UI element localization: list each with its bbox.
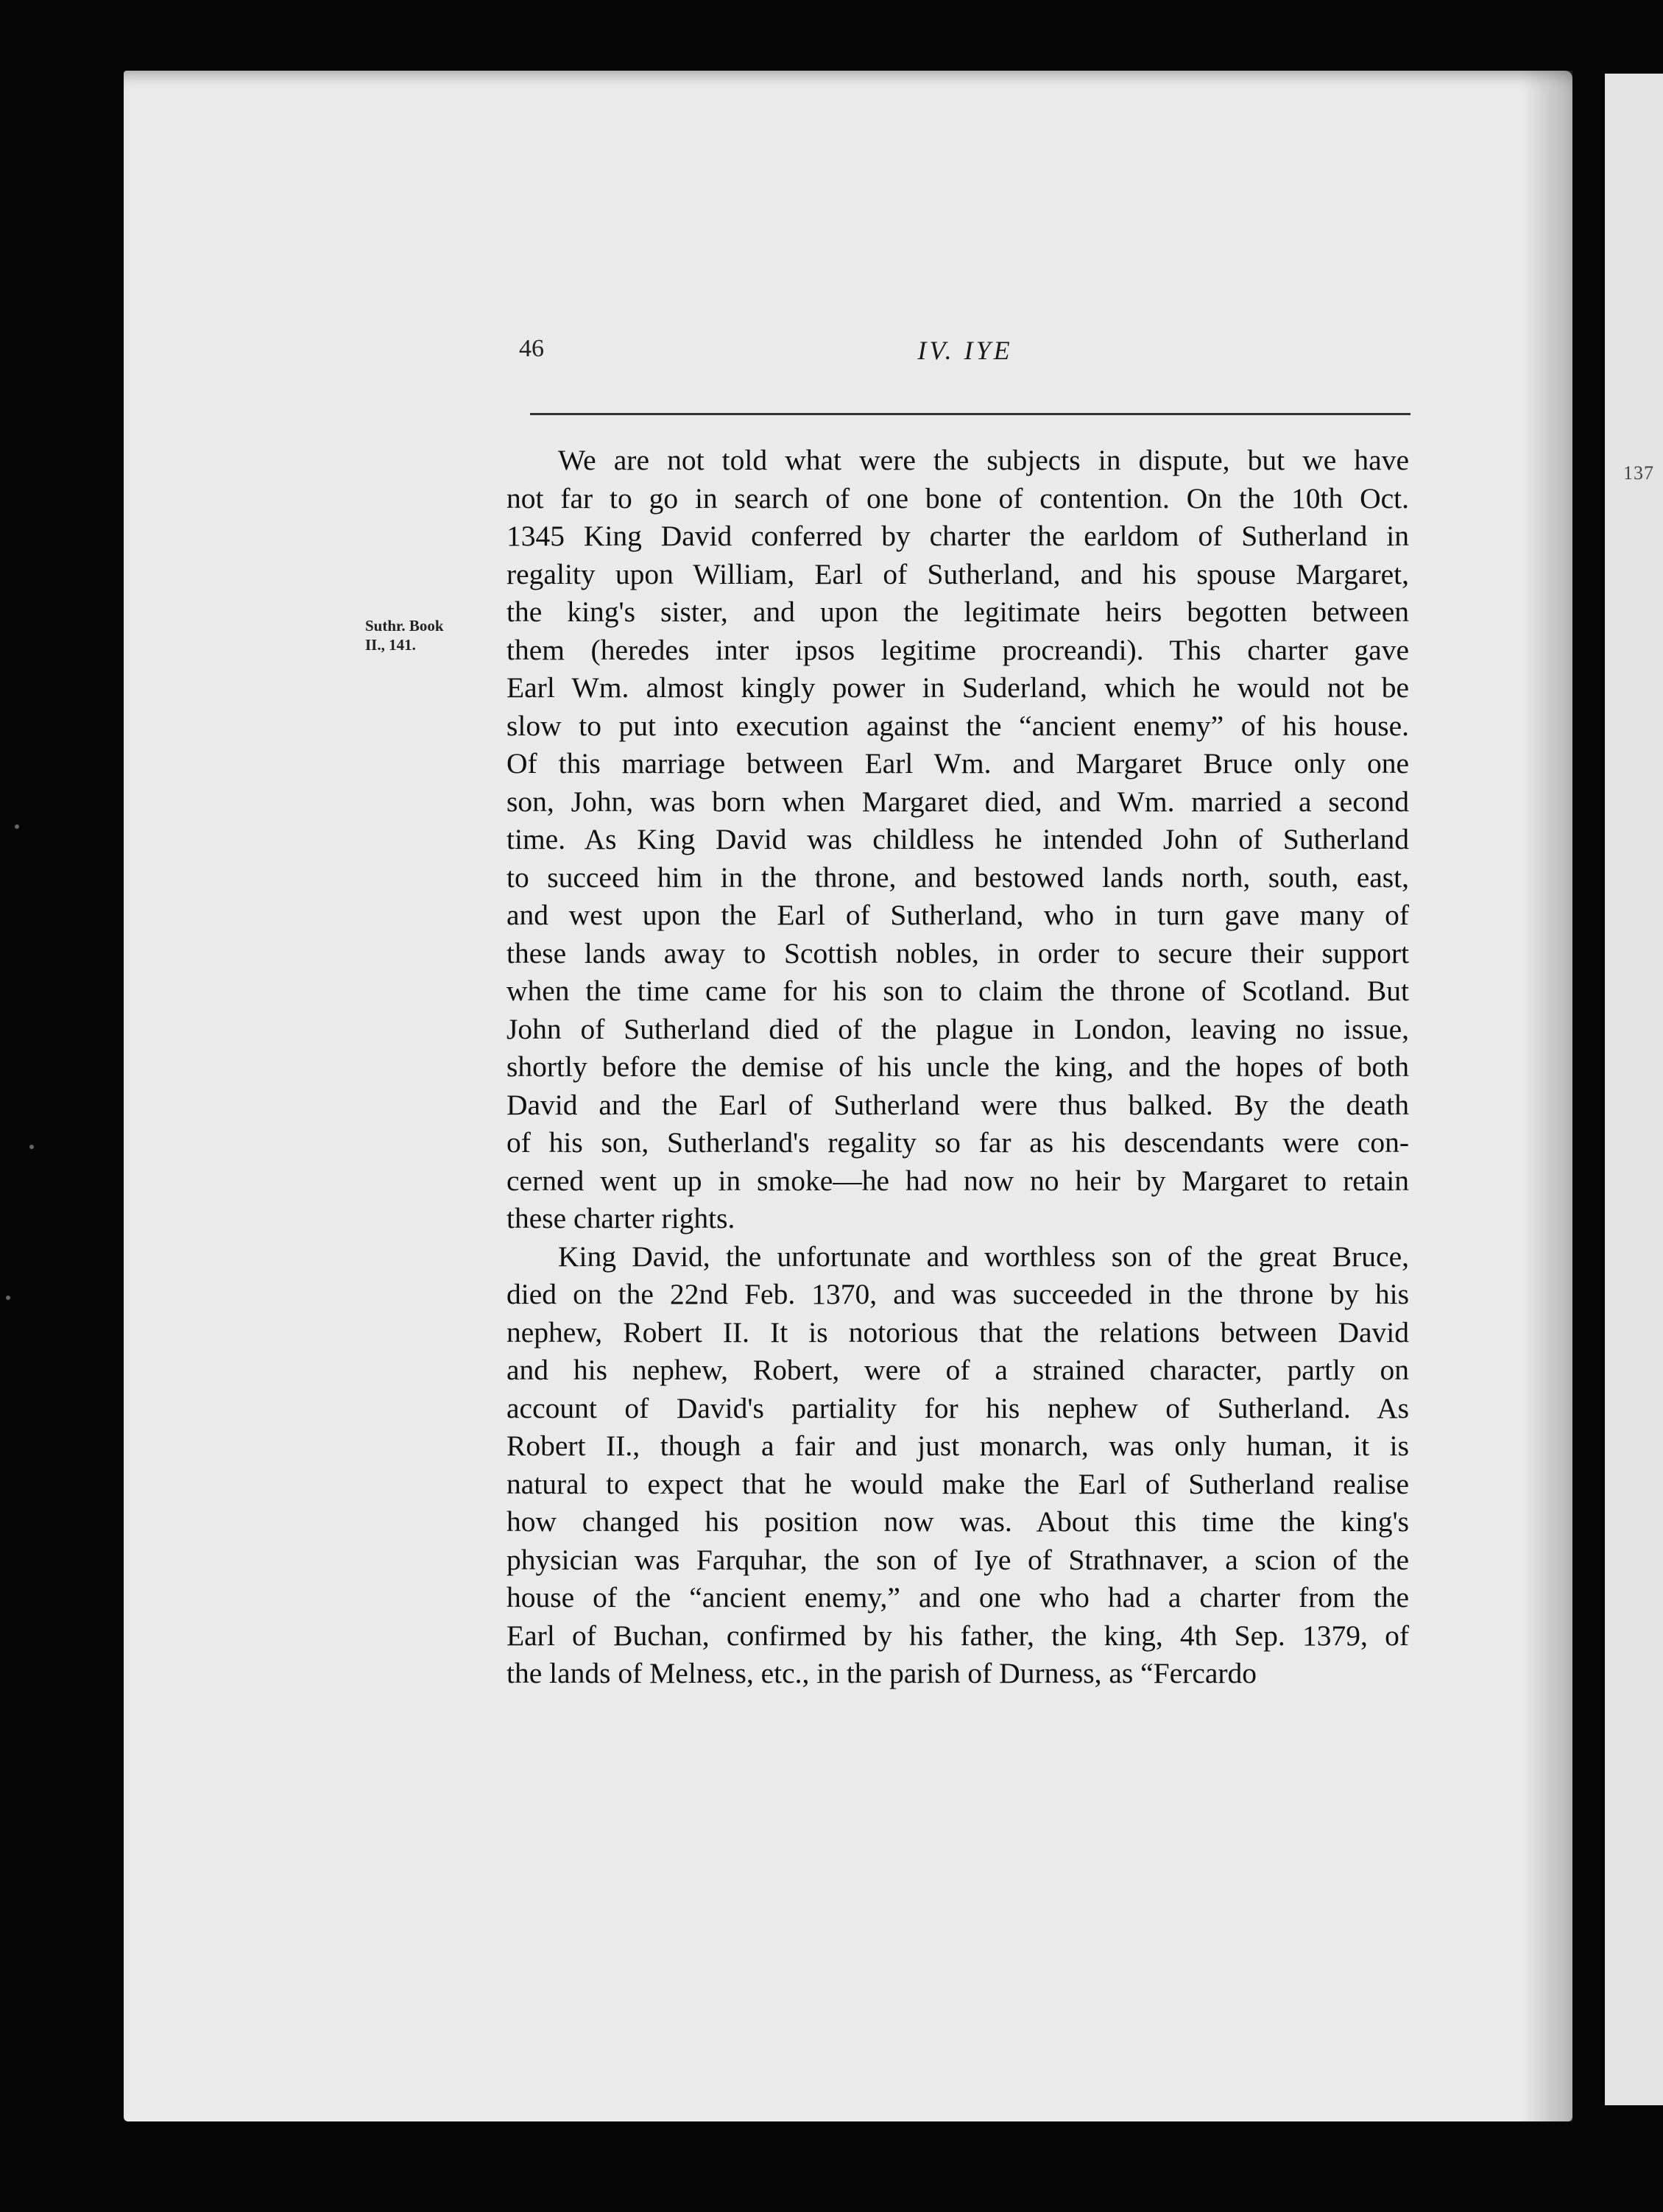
header-rule bbox=[530, 413, 1410, 415]
text-line: the lands of Melness, etc., in the parish of Durness, as “Fercardo bbox=[506, 1657, 1257, 1689]
text-line: shortly before the demise of his uncle the king, and the hopes of both bbox=[506, 1050, 1409, 1083]
text-line: John of Sutherland died of the plague in London, leaving no issue, bbox=[506, 1012, 1409, 1045]
scan-speck bbox=[29, 1145, 34, 1149]
text-line: regality upon William, Earl of Sutherland, and his spouse Margaret, bbox=[506, 557, 1409, 590]
text-line: King David, the unfortunate and worthless son of the great Bruce, bbox=[558, 1240, 1409, 1273]
text-line: house of the “ancient enemy,” and one who had a charter from the bbox=[506, 1581, 1409, 1614]
text-line: the king's sister, and upon the legitimate heirs begotten between bbox=[506, 596, 1409, 628]
text-line: and his nephew, Robert, were of a strained character, partly on bbox=[506, 1354, 1409, 1386]
facing-page-margin-note: 137 bbox=[1623, 462, 1654, 484]
running-head: IV. IYE bbox=[917, 336, 1013, 365]
text-line: David and the Earl of Sutherland were thus balked. By the death bbox=[506, 1088, 1409, 1121]
text-line: We are not told what were the subjects in dispute, but we have bbox=[558, 444, 1409, 476]
text-line: natural to expect that he would make the Earl of Sutherland realise bbox=[506, 1467, 1409, 1500]
text-line: died on the 22nd Feb. 1370, and was succeeded in the throne by his bbox=[506, 1278, 1409, 1310]
text-line: time. As King David was childless he intended John of Sutherland bbox=[506, 823, 1409, 855]
page-header bbox=[519, 335, 1411, 372]
text-line: and west upon the Earl of Sutherland, who in turn gave many of bbox=[506, 899, 1409, 931]
page-gutter-shadow bbox=[1521, 71, 1572, 2121]
text-line: son, John, was born when Margaret died, and Wm. married a second bbox=[506, 785, 1409, 818]
text-line: nephew, Robert II. It is notorious that the relations between David bbox=[506, 1315, 1409, 1349]
text-line: Of this marriage between Earl Wm. and Margaret Bruce only one bbox=[506, 747, 1409, 780]
margin-note bbox=[365, 616, 496, 654]
text-line: to succeed him in the throne, and bestowed lands north, south, east, bbox=[506, 861, 1409, 894]
page-number: 46 bbox=[519, 335, 544, 362]
body-text bbox=[506, 442, 1409, 1693]
margin-note-line: Suthr. Book bbox=[365, 617, 444, 635]
text-line: not far to go in search of one bone of contention. On the 10th Oct. bbox=[506, 481, 1409, 515]
text-line: these charter rights. bbox=[506, 1202, 735, 1234]
text-line: 1345 King David conferred by charter the earldom of Sutherland in bbox=[506, 520, 1409, 552]
text-line: Earl of Buchan, confirmed by his father, the king, 4th Sep. 1379, of bbox=[506, 1619, 1409, 1652]
margin-note-line: II., 141. bbox=[365, 636, 416, 654]
text-line: when the time came for his son to claim the throne of Scotland. But bbox=[506, 975, 1409, 1007]
scan-speck bbox=[15, 824, 19, 829]
text-line: cerned went up in smoke—he had now no heir by Margaret to retain bbox=[506, 1164, 1409, 1197]
text-line: account of David's partiality for his nephew of Sutherland. As bbox=[506, 1391, 1409, 1424]
text-line: slow to put into execution against the “ancient enemy” of his house. bbox=[506, 709, 1409, 742]
text-line: Earl Wm. almost kingly power in Suderland, which he would not be bbox=[506, 671, 1409, 704]
facing-page-edge bbox=[1605, 74, 1663, 2105]
text-line: them (heredes inter ipsos legitime procreandi). This charter gave bbox=[506, 633, 1409, 666]
text-line: Robert II., though a fair and just monarch, was only human, it is bbox=[506, 1430, 1409, 1462]
text-line: how changed his position now was. About this time the king's bbox=[506, 1505, 1409, 1538]
scan-speck bbox=[6, 1296, 10, 1300]
text-line: physician was Farquhar, the son of Iye of Strathnaver, a scion of the bbox=[506, 1543, 1409, 1576]
text-line: of his son, Sutherland's regality so far as his descendants were con- bbox=[506, 1126, 1409, 1159]
text-line: these lands away to Scottish nobles, in order to secure their support bbox=[506, 936, 1409, 969]
